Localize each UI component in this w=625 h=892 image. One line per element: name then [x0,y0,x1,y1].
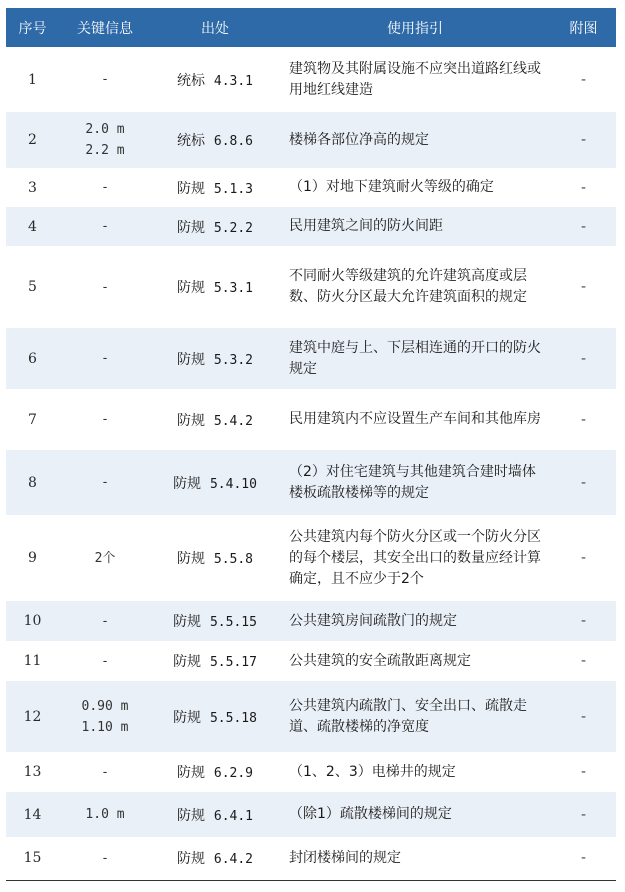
source-clause-number: 6.4.1 [213,808,254,824]
row-source [151,450,279,515]
row-key-info [59,752,151,792]
row-index: 4 [28,218,37,235]
key-info-value: 2.0 m [85,122,125,137]
source-name: 防规 [176,765,205,781]
key-info-value: - [101,351,109,366]
row-source [151,837,279,880]
header-index: 序号 [18,20,47,37]
row-index: 3 [28,179,37,196]
row-source [151,328,279,389]
source-name: 统标 [176,133,205,149]
row-key-info [59,450,151,515]
row-index: 7 [28,411,37,428]
table-row [6,641,616,681]
key-info-value: - [101,613,109,629]
row-key-info [59,389,151,450]
row-figure: - [580,806,587,823]
row-usage-guide: 建筑中庭与上、下层相连通的开口的防火规定 [289,339,541,377]
source-clause-number: 5.5.15 [209,615,257,630]
row-figure: - [580,350,587,367]
key-info-value: - [101,279,109,295]
row-figure: - [580,71,587,88]
source-name: 防规 [176,412,205,429]
source-name: 统标 [176,72,205,89]
table-row [6,207,616,246]
row-usage-guide: 公共建筑的安全疏散距离规定 [289,652,471,669]
row-source [151,207,279,246]
row-figure: - [580,550,587,566]
row-usage-guide: 楼梯各部位净高的规定 [289,131,429,148]
key-info-value: - [101,180,109,195]
row-key-info [59,837,151,880]
table-row [6,601,616,641]
row-figure: - [580,474,587,491]
row-source [151,168,279,207]
key-info-value: 0.90 m [81,698,129,714]
table-row [6,112,616,168]
table-row [6,389,616,450]
header-usage-guide: 使用指引 [387,20,443,37]
row-source [151,641,279,681]
row-index: 9 [28,550,37,566]
source-name: 防规 [176,807,205,824]
source-name: 防规 [176,280,205,296]
table-row [6,515,616,601]
table-row [6,47,616,112]
table-row [6,837,616,880]
row-index: 14 [23,806,42,823]
row-source [151,47,279,112]
row-index: 1 [28,71,37,88]
row-source [151,246,279,328]
row-key-info [59,112,151,168]
table-row [6,168,616,207]
regulation-table [6,8,616,881]
key-info-value: 1.0 m [85,807,125,822]
source-clause-number: 6.8.6 [213,134,254,149]
row-figure: - [580,653,587,669]
key-info-value: - [101,412,109,427]
row-usage-guide: 不同耐火等级建筑的允许建筑高度或层数、防火分区最大允许建筑面积的规定 [289,268,527,305]
row-key-info [59,328,151,389]
source-clause-number: 5.5.18 [209,710,257,726]
row-index: 15 [6,837,59,880]
key-info-value: 1.10 m [81,719,129,735]
row-index: 2 [28,132,37,148]
row-index: 10 [23,613,42,629]
row-usage-guide: （2）对住宅建筑与其他建筑合建时墙体楼板疏散楼梯等的规定 [289,463,536,501]
key-info-value: - [101,72,109,87]
source-clause-number: 5.5.17 [209,655,257,670]
source-clause-number: 5.1.3 [213,181,254,197]
source-clause-number: 6.4.2 [213,852,254,868]
table-header-row [6,8,616,47]
row-figure: - [580,279,587,295]
row-figure: - [580,613,587,629]
table-row [6,246,616,328]
row-figure: - [580,179,587,196]
key-info-value: - [101,475,109,490]
row-figure: - [580,708,587,725]
header-key-info: 关键信息 [77,20,133,37]
row-key-info [59,207,151,246]
source-clause-number: 5.4.2 [213,413,254,429]
row-key-info [59,246,151,328]
row-key-info [59,641,151,681]
source-name: 防规 [176,551,205,567]
row-key-info [59,168,151,207]
row-usage-guide: （除1）疏散楼梯间的规定 [289,806,452,822]
source-clause-number: 5.2.2 [213,220,254,236]
key-info-value: - [101,653,109,669]
row-source [151,515,279,601]
row-figure: - [580,132,587,148]
row-source [151,601,279,641]
row-usage-guide: 民用建筑内不应设置生产车间和其他库房 [289,411,541,427]
row-key-info [59,681,151,752]
key-info-value: - [101,764,109,780]
row-key-info [59,601,151,641]
key-info-value: 2个 [94,550,116,566]
header-source: 出处 [201,20,229,37]
header-figure: 附图 [569,20,598,37]
table-row [6,752,616,792]
source-name: 防规 [176,180,205,197]
row-usage-guide: 封闭楼梯间的规定 [279,837,551,880]
source-name: 防规 [173,475,202,492]
table-row [6,792,616,837]
row-index: 12 [23,708,42,725]
source-name: 防规 [173,614,202,630]
row-index: 11 [23,653,42,669]
table-row [6,681,616,752]
row-usage-guide: 建筑物及其附属设施不应突出道路红线或用地红线建造 [289,60,541,98]
row-figure: - [551,837,616,880]
row-index: 8 [28,474,37,491]
key-info-value: - [101,219,109,234]
row-figure: - [580,411,587,428]
row-usage-guide: 公共建筑房间疏散门的规定 [289,612,457,629]
source-clause-number: 6.2.9 [213,766,254,781]
row-key-info [59,515,151,601]
row-source [151,792,279,837]
row-source [151,112,279,168]
row-source [151,389,279,450]
row-figure: - [580,764,587,780]
row-index: 6 [28,350,37,367]
row-usage-guide: （1、2、3）电梯井的规定 [289,763,456,780]
source-clause-number: 5.4.10 [209,476,257,492]
row-source [151,752,279,792]
key-info-value: - [101,850,109,866]
source-clause-number: 5.3.2 [213,352,254,368]
row-key-info [59,47,151,112]
row-source [151,681,279,752]
row-usage-guide: （1）对地下建筑耐火等级的确定 [289,179,494,195]
source-name: 防规 [176,219,205,236]
source-name: 防规 [173,654,202,670]
table-row [6,328,616,389]
row-figure: - [580,218,587,235]
source-name: 防规 [176,851,205,868]
source-name: 防规 [173,709,202,726]
row-usage-guide: 公共建筑内每个防火分区或一个防火分区的每个楼层，其安全出口的数量应经计算确定，且不应少于2个 [289,528,541,587]
source-name: 防规 [176,351,205,368]
row-usage-guide: 公共建筑内疏散门、安全出口、疏散走道、疏散楼梯的净宽度 [289,697,527,735]
table-row [6,450,616,515]
source-clause-number: 5.3.1 [213,281,254,296]
key-info-value: 2.2 m [85,143,125,158]
row-key-info [59,792,151,837]
source-clause-number: 4.3.1 [213,73,254,89]
row-index: 5 [28,279,37,295]
row-index: 13 [23,764,42,780]
source-clause-number: 5.5.8 [213,552,254,567]
row-usage-guide: 民用建筑之间的防火间距 [289,218,443,234]
